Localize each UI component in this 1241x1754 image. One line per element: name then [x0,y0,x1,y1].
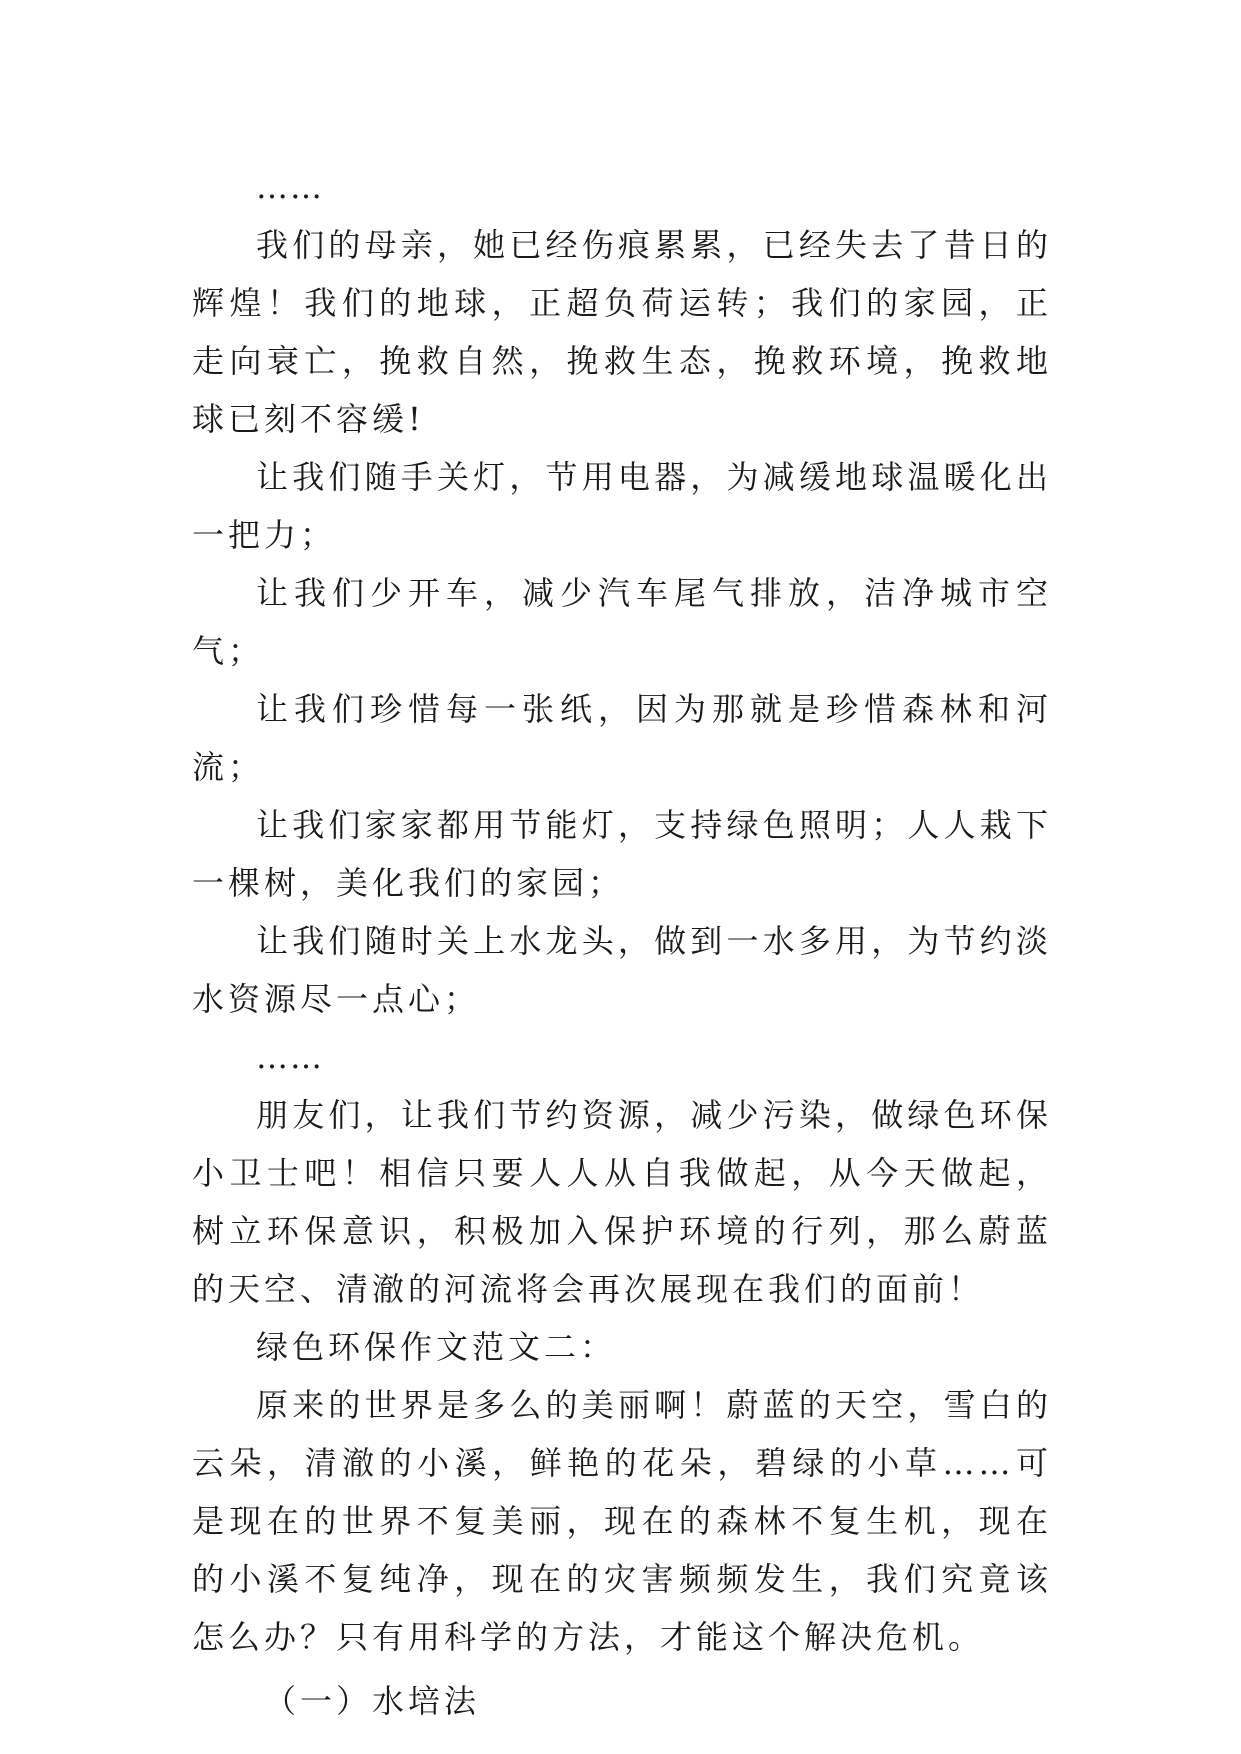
subheading-hydroponics: （一）水培法 [264,1682,481,1720]
document-body [192,158,1052,1730]
paragraph-save-water: 让我们随时关上水龙头，做到一水多用，为节约淡水资源尽一点心； [192,922,1052,1018]
paragraph-drive-less: 让我们少开车，减少汽车尾气排放，洁净城市空气； [192,574,1052,670]
paragraph-save-paper: 让我们珍惜每一张纸，因为那就是珍惜森林和河流； [192,690,1052,786]
ellipsis-line: …… [256,1038,324,1076]
paragraph-original-world: 原来的世界是多么的美丽啊！蔚蓝的天空，雪白的云朵，清澈的小溪，鲜艳的花朵，碧绿的小草……可是现在的世界不复美丽，现在的森林不复生机，现在的小溪不复纯净，现在的灾害频频发生，我们究竟该怎么办？只有用科学的方法，才能这个解决危机。 [192,1386,1052,1656]
paragraph-energy-saving-lamps: 让我们家家都用节能灯，支持绿色照明；人人栽下一棵树，美化我们的家园； [192,806,1052,902]
section-title-essay-two: 绿色环保作文范文二： [256,1328,617,1366]
ellipsis-line: …… [256,168,324,206]
paragraph-turn-off-lights: 让我们随手关灯，节用电器，为减缓地球温暖化出一把力； [192,458,1052,554]
paragraph-mother-earth: 我们的母亲，她已经伤痕累累，已经失去了昔日的辉煌！我们的地球，正超负荷运转；我们的家园，正走向衰亡，挽救自然，挽救生态，挽救环境，挽救地球已刻不容缓! [192,226,1052,438]
paragraph-friends-call: 朋友们，让我们节约资源，减少污染，做绿色环保小卫士吧！相信只要人人从自我做起，从今天做起，树立环保意识，积极加入保护环境的行列，那么蔚蓝的天空、清澈的河流将会再次展现在我们的面前！ [192,1096,1052,1308]
